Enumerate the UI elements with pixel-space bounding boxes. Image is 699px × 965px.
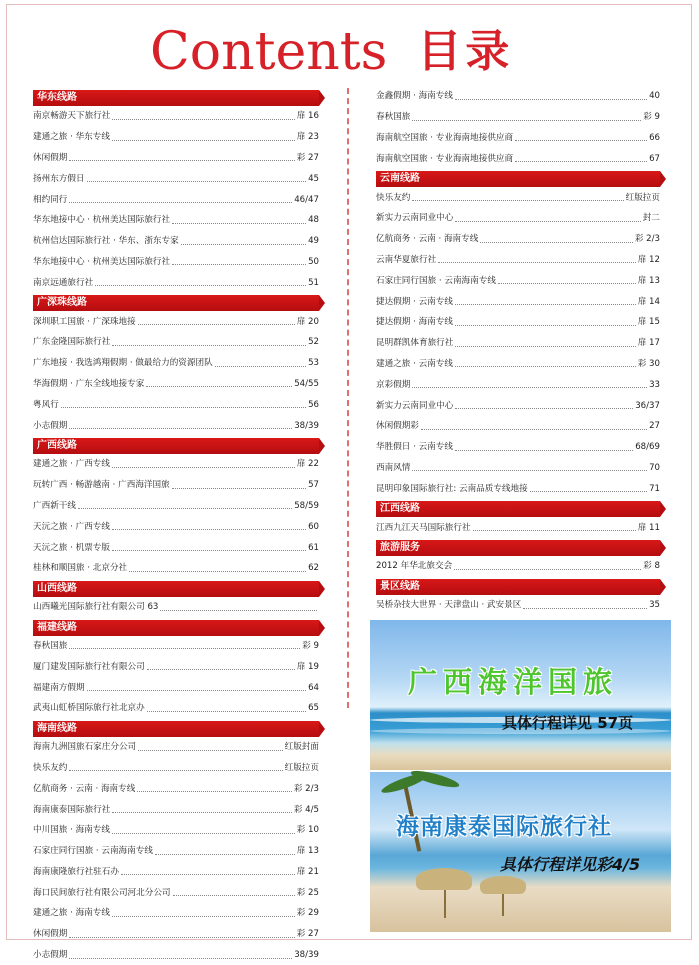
- entry-page: 红版拉页: [625, 192, 660, 203]
- toc-entry[interactable]: [33, 677, 319, 698]
- dot-leader: [147, 663, 295, 670]
- entry-name: 华东地接中心 · 杭州美达国际旅行社: [33, 215, 171, 226]
- entry-name: 海南航空国旅 · 专业海南地接供应商: [376, 153, 514, 164]
- banner-sub-text: 具体行程详见彩4/5: [500, 855, 641, 874]
- entry-name: 昆明印象国际旅行社: 云南品质专线地接: [376, 483, 528, 494]
- entry-page: 彩 29: [296, 908, 319, 919]
- toc-entry[interactable]: [33, 210, 319, 231]
- right-column: [376, 86, 660, 616]
- entry-page: 45: [308, 173, 319, 184]
- dot-leader: [121, 868, 295, 875]
- entry-page: 68/69: [635, 442, 660, 453]
- entry-name: 小志假期: [33, 950, 68, 961]
- toc-entry[interactable]: [33, 353, 319, 374]
- dot-leader: [455, 93, 647, 100]
- dot-leader: [155, 848, 295, 855]
- dot-leader: [78, 502, 292, 509]
- toc-entry[interactable]: [33, 415, 319, 436]
- entry-name: 京彩假期: [376, 379, 411, 390]
- entry-name: 南京远通旅行社: [33, 277, 94, 288]
- entry-page: 38/39: [294, 950, 319, 961]
- entry-page: 64: [308, 682, 319, 693]
- title-chinese: 目录: [417, 26, 514, 77]
- toc-entry[interactable]: [33, 698, 319, 719]
- entry-page: 40: [649, 91, 660, 102]
- toc-entry[interactable]: [376, 229, 660, 250]
- toc-entry[interactable]: [376, 128, 660, 149]
- dot-leader: [455, 402, 633, 409]
- dot-leader: [129, 565, 306, 572]
- toc-entry[interactable]: [376, 595, 660, 616]
- toc-entry[interactable]: [33, 127, 319, 148]
- entry-page: 彩 2/3: [293, 783, 319, 794]
- toc-entry[interactable]: [33, 106, 319, 127]
- toc-entry[interactable]: [33, 374, 319, 395]
- entry-page: 60: [308, 521, 319, 532]
- entry-name: 桂林和顺国旅 · 北京分社: [33, 563, 128, 574]
- entry-page: 扉 14: [637, 296, 660, 307]
- toc-entry[interactable]: [33, 311, 319, 332]
- entry-name: 建通之旅 · 广西专线: [33, 459, 110, 470]
- entry-page: 62: [308, 563, 319, 574]
- entry-name: 广东金隆国际旅行社: [33, 337, 111, 348]
- entry-page: 58/59: [294, 500, 319, 511]
- entry-name: 石家庄同行国旅 · 云南海南专线: [33, 846, 153, 857]
- entry-name: 新实力云南同业中心: [376, 400, 454, 411]
- entry-name: 广西新干线: [33, 500, 76, 511]
- entry-page: 扉 22: [296, 459, 319, 470]
- entry-page: 彩 2/3: [634, 234, 660, 245]
- entry-name: 天沅之旅 · 机票专版: [33, 542, 110, 553]
- banner-main-text: 海南康泰国际旅行社: [396, 814, 612, 840]
- entry-name: 石家庄同行国旅 · 云南海南专线: [376, 275, 496, 286]
- dot-leader: [69, 642, 300, 649]
- dot-leader: [112, 806, 291, 813]
- toc-entry[interactable]: [33, 841, 319, 862]
- dot-leader: [438, 256, 636, 263]
- dot-leader: [455, 215, 640, 222]
- dot-leader: [112, 910, 295, 917]
- entry-name: 亿航商务 · 云南 · 海南专线: [376, 234, 479, 245]
- dot-leader: [95, 279, 306, 286]
- entry-page: 扉 23: [296, 132, 319, 143]
- entry-name: 建通之旅 · 云南专线: [376, 358, 453, 369]
- entry-page: 71: [649, 483, 660, 494]
- toc-entry[interactable]: [33, 737, 319, 758]
- entry-page: 50: [308, 256, 319, 267]
- entry-page: 33: [649, 379, 660, 390]
- dot-leader: [112, 827, 295, 834]
- toc-entry[interactable]: [33, 882, 319, 903]
- dot-leader: [69, 764, 282, 771]
- dot-leader: [515, 155, 647, 162]
- entry-page: 65: [308, 703, 319, 714]
- dot-leader: [112, 134, 295, 141]
- section-header: 华东线路: [33, 90, 319, 106]
- toc-entry[interactable]: [33, 332, 319, 353]
- dot-leader: [112, 544, 306, 551]
- toc-entry[interactable]: [376, 250, 660, 271]
- entry-name: 亿航商务 · 云南 · 海南专线: [33, 783, 136, 794]
- section-header: 云南线路: [376, 171, 660, 187]
- entry-name: 相约同行: [33, 194, 68, 205]
- dot-leader: [412, 381, 647, 388]
- toc-entry[interactable]: [376, 458, 660, 479]
- toc-entry[interactable]: [33, 862, 319, 883]
- toc-entry[interactable]: [376, 416, 660, 437]
- toc-entry[interactable]: [376, 478, 660, 499]
- toc-entry[interactable]: [376, 312, 660, 333]
- entry-page: 扉 12: [637, 254, 660, 265]
- entry-page: 61: [308, 542, 319, 553]
- entry-name: 海南康隆旅行社驻石办: [33, 866, 119, 877]
- dot-leader: [87, 175, 306, 182]
- dot-leader: [421, 423, 647, 430]
- entry-name: 建通之旅 · 华东专线: [33, 132, 110, 143]
- toc-entry[interactable]: [33, 924, 319, 945]
- entry-page: 彩 27: [296, 929, 319, 940]
- entry-name: 中川国旅 · 海南专线: [33, 825, 110, 836]
- entry-name: 华胜假日 · 云南专线: [376, 442, 453, 453]
- entry-name: 云南华夏旅行社: [376, 254, 437, 265]
- entry-name: 捷达假期 · 云南专线: [376, 296, 453, 307]
- entry-name: 华海假期 · 广东全线地接专家: [33, 378, 145, 389]
- dot-leader: [173, 889, 295, 896]
- toc-entry[interactable]: [33, 636, 319, 657]
- entry-page: 扉 13: [296, 846, 319, 857]
- dot-leader: [147, 705, 306, 712]
- entry-page: 57: [308, 480, 319, 491]
- toc-entry[interactable]: [376, 333, 660, 354]
- section-header: 山西线路: [33, 581, 319, 597]
- dot-leader: [137, 785, 292, 792]
- entry-name: 天沅之旅 · 广西专线: [33, 521, 110, 532]
- entry-name: 2012 年华北旅交会: [376, 561, 453, 572]
- entry-name: 昆明群凯体育旅行社: [376, 338, 454, 349]
- entry-name: 江西九江天马国际旅行社: [376, 522, 471, 533]
- entry-page: 彩 30: [637, 358, 660, 369]
- dot-leader: [473, 524, 636, 531]
- toc-entry[interactable]: [33, 394, 319, 415]
- entry-name: 海南九洲国旅石家庄分公司: [33, 742, 137, 753]
- entry-page: 彩 9: [302, 640, 319, 651]
- dot-leader: [455, 298, 636, 305]
- toc-entry[interactable]: [33, 903, 319, 924]
- dot-leader: [112, 523, 306, 530]
- entry-name: 快乐友约: [376, 192, 411, 203]
- entry-page: 彩 27: [296, 152, 319, 163]
- entry-name: 小志假期: [33, 420, 68, 431]
- entry-page: 46/47: [294, 194, 319, 205]
- entry-page: 彩 9: [643, 112, 660, 123]
- dot-leader: [181, 238, 306, 245]
- entry-page: 扉 19: [296, 661, 319, 672]
- section-header: 广深珠线路: [33, 295, 319, 311]
- entry-name: 南京畅游天下旅行社: [33, 111, 111, 122]
- toc-entry[interactable]: [33, 799, 319, 820]
- entry-name: 金鑫假期 · 海南专线: [376, 91, 453, 102]
- dot-leader: [480, 236, 633, 243]
- entry-name: 扬州东方假日: [33, 173, 85, 184]
- toc-entry[interactable]: [33, 252, 319, 273]
- toc-entry[interactable]: [33, 537, 319, 558]
- dot-leader: [455, 360, 636, 367]
- toc-entry[interactable]: [33, 148, 319, 169]
- dot-leader: [498, 277, 636, 284]
- left-column: [33, 88, 319, 965]
- toc-entry[interactable]: [376, 395, 660, 416]
- entry-page: 38/39: [294, 420, 319, 431]
- entry-name: 华东地接中心 · 杭州美达国际旅行社: [33, 256, 171, 267]
- toc-entry[interactable]: [376, 86, 660, 107]
- entry-name: 休闲假期彩: [376, 421, 419, 432]
- entry-name: 海南康泰国际旅行社: [33, 804, 111, 815]
- dot-leader: [61, 401, 306, 408]
- entry-name: 粤风行: [33, 399, 59, 410]
- toc-entry[interactable]: [376, 187, 660, 208]
- entry-name: 海南航空国旅 · 专业海南地接供应商: [376, 132, 514, 143]
- entry-page: 35: [649, 600, 660, 611]
- entry-name: 玩转广西 · 畅游越南 · 广西海洋国旅: [33, 480, 170, 491]
- entry-page: 彩 4/5: [293, 804, 319, 815]
- section-header: 景区线路: [376, 579, 660, 595]
- toc-entry[interactable]: [376, 291, 660, 312]
- section-header: 旅游服务: [376, 540, 660, 556]
- dot-leader: [69, 422, 292, 429]
- toc-entry[interactable]: [33, 656, 319, 677]
- toc-entry[interactable]: [33, 272, 319, 293]
- toc-entry[interactable]: [376, 208, 660, 229]
- dot-leader: [112, 339, 306, 346]
- dot-leader: [455, 444, 633, 451]
- dot-leader: [160, 604, 317, 611]
- dot-leader: [112, 113, 294, 120]
- entry-page: 53: [308, 358, 319, 369]
- entry-page: 扉 15: [637, 317, 660, 328]
- toc-entry[interactable]: [376, 437, 660, 458]
- entry-page: 66: [649, 132, 660, 143]
- entry-name: 山西曦光国际旅行社有限公司 63: [33, 602, 159, 613]
- dot-leader: [172, 217, 306, 224]
- toc-entry[interactable]: [376, 354, 660, 375]
- entry-page: 扉 21: [296, 866, 319, 877]
- entry-name: 新实力云南同业中心: [376, 213, 454, 224]
- beach-umbrella-icon: [480, 876, 526, 894]
- dot-leader: [455, 319, 636, 326]
- dot-leader: [69, 931, 294, 938]
- entry-page: 48: [308, 215, 319, 226]
- entry-page: 36/37: [635, 400, 660, 411]
- dot-leader: [112, 461, 295, 468]
- toc-entry[interactable]: [33, 516, 319, 537]
- entry-page: 56: [308, 399, 319, 410]
- dot-leader: [69, 154, 294, 161]
- toc-entry[interactable]: [33, 475, 319, 496]
- entry-page: 彩 10: [296, 825, 319, 836]
- toc-entry[interactable]: [33, 454, 319, 475]
- beach-umbrella-icon: [416, 868, 472, 890]
- entry-name: 建通之旅 · 海南专线: [33, 908, 110, 919]
- banner-sub-text: 具体行程详见 57页: [502, 714, 634, 732]
- entry-name: 吴桥杂技大世界 · 天津盘山 · 武安景区: [376, 600, 522, 611]
- entry-page: 67: [649, 153, 660, 164]
- entry-name: 春秋国旅: [376, 112, 411, 123]
- dot-leader: [172, 482, 306, 489]
- entry-name: 杭州信达国际旅行社 · 华东、浙东专家: [33, 236, 179, 247]
- page-title: [150, 12, 514, 82]
- section-header: 福建线路: [33, 620, 319, 636]
- dot-leader: [530, 485, 647, 492]
- entry-page: 扉 11: [637, 522, 660, 533]
- dot-leader: [523, 602, 647, 609]
- entry-page: 扉 13: [637, 275, 660, 286]
- umbrella-pole: [502, 894, 504, 916]
- toc-entry[interactable]: [376, 270, 660, 291]
- entry-name: 海口民间旅行社有限公司河北分公司: [33, 887, 171, 898]
- dot-leader: [138, 744, 282, 751]
- entry-name: 快乐友约: [33, 762, 68, 773]
- toc-entry[interactable]: [33, 945, 319, 965]
- column-divider: [347, 88, 349, 708]
- dot-leader: [87, 684, 306, 691]
- toc-entry[interactable]: [376, 517, 660, 538]
- entry-name: 休闲假期: [33, 152, 68, 163]
- entry-name: 休闲假期: [33, 929, 68, 940]
- entry-name: 武夷山虹桥国际旅行社北京办: [33, 703, 145, 714]
- entry-name: 广东地接 · 我选鸿翔假期 · 做最给力的资源团队: [33, 358, 213, 369]
- dot-leader: [172, 258, 306, 265]
- toc-entry[interactable]: [376, 556, 660, 577]
- dot-leader: [412, 114, 641, 121]
- toc-entry[interactable]: [33, 820, 319, 841]
- entry-page: 70: [649, 462, 660, 473]
- entry-page: 27: [649, 421, 660, 432]
- dot-leader: [412, 464, 647, 471]
- entry-name: 福建南方假期: [33, 682, 85, 693]
- entry-name: 厦门建发国际旅行社有限公司: [33, 661, 145, 672]
- entry-name: 春秋国旅: [33, 640, 68, 651]
- toc-entry[interactable]: [33, 597, 319, 618]
- entry-page: 51: [308, 277, 319, 288]
- toc-entry[interactable]: [33, 778, 319, 799]
- entry-page: 扉 20: [296, 316, 319, 327]
- toc-entry[interactable]: [376, 107, 660, 128]
- banner-main-text: 广西海洋国旅: [408, 665, 619, 699]
- entry-name: 捷达假期 · 海南专线: [376, 317, 453, 328]
- dot-leader: [146, 380, 292, 387]
- entry-name: 深圳职工国旅 · 广深珠地接: [33, 316, 136, 327]
- dot-leader: [454, 563, 641, 570]
- dot-leader: [138, 318, 295, 325]
- toc-entry[interactable]: [33, 758, 319, 779]
- entry-page: 扉 16: [296, 111, 319, 122]
- dot-leader: [69, 196, 292, 203]
- title-english: Contents: [150, 22, 388, 82]
- dot-leader: [412, 194, 623, 201]
- banner-hainan-kangtai[interactable]: [370, 772, 671, 932]
- dot-leader: [69, 952, 292, 959]
- entry-page: 52: [308, 337, 319, 348]
- umbrella-pole: [444, 890, 446, 918]
- dot-leader: [215, 360, 306, 367]
- banner-guangxi-ocean[interactable]: [370, 620, 671, 770]
- toc-entry[interactable]: [33, 496, 319, 517]
- toc-entry[interactable]: [33, 231, 319, 252]
- entry-page: 扉 17: [637, 338, 660, 349]
- entry-page: 彩 25: [296, 887, 319, 898]
- entry-page: 彩 8: [643, 561, 660, 572]
- entry-page: 49: [308, 236, 319, 247]
- entry-name: 西南风情: [376, 462, 411, 473]
- toc-entry[interactable]: [376, 148, 660, 169]
- entry-page: 红版拉页: [284, 762, 319, 773]
- entry-page: 封二: [642, 213, 660, 224]
- dot-leader: [455, 340, 635, 347]
- dot-leader: [515, 134, 647, 141]
- toc-entry[interactable]: [33, 189, 319, 210]
- toc-entry[interactable]: [33, 168, 319, 189]
- entry-page: 红版封面: [284, 742, 319, 753]
- section-header: 海南线路: [33, 721, 319, 737]
- section-header: 江西线路: [376, 501, 660, 517]
- entry-page: 54/55: [294, 378, 319, 389]
- toc-entry[interactable]: [376, 374, 660, 395]
- toc-entry[interactable]: [33, 558, 319, 579]
- section-header: 广西线路: [33, 438, 319, 454]
